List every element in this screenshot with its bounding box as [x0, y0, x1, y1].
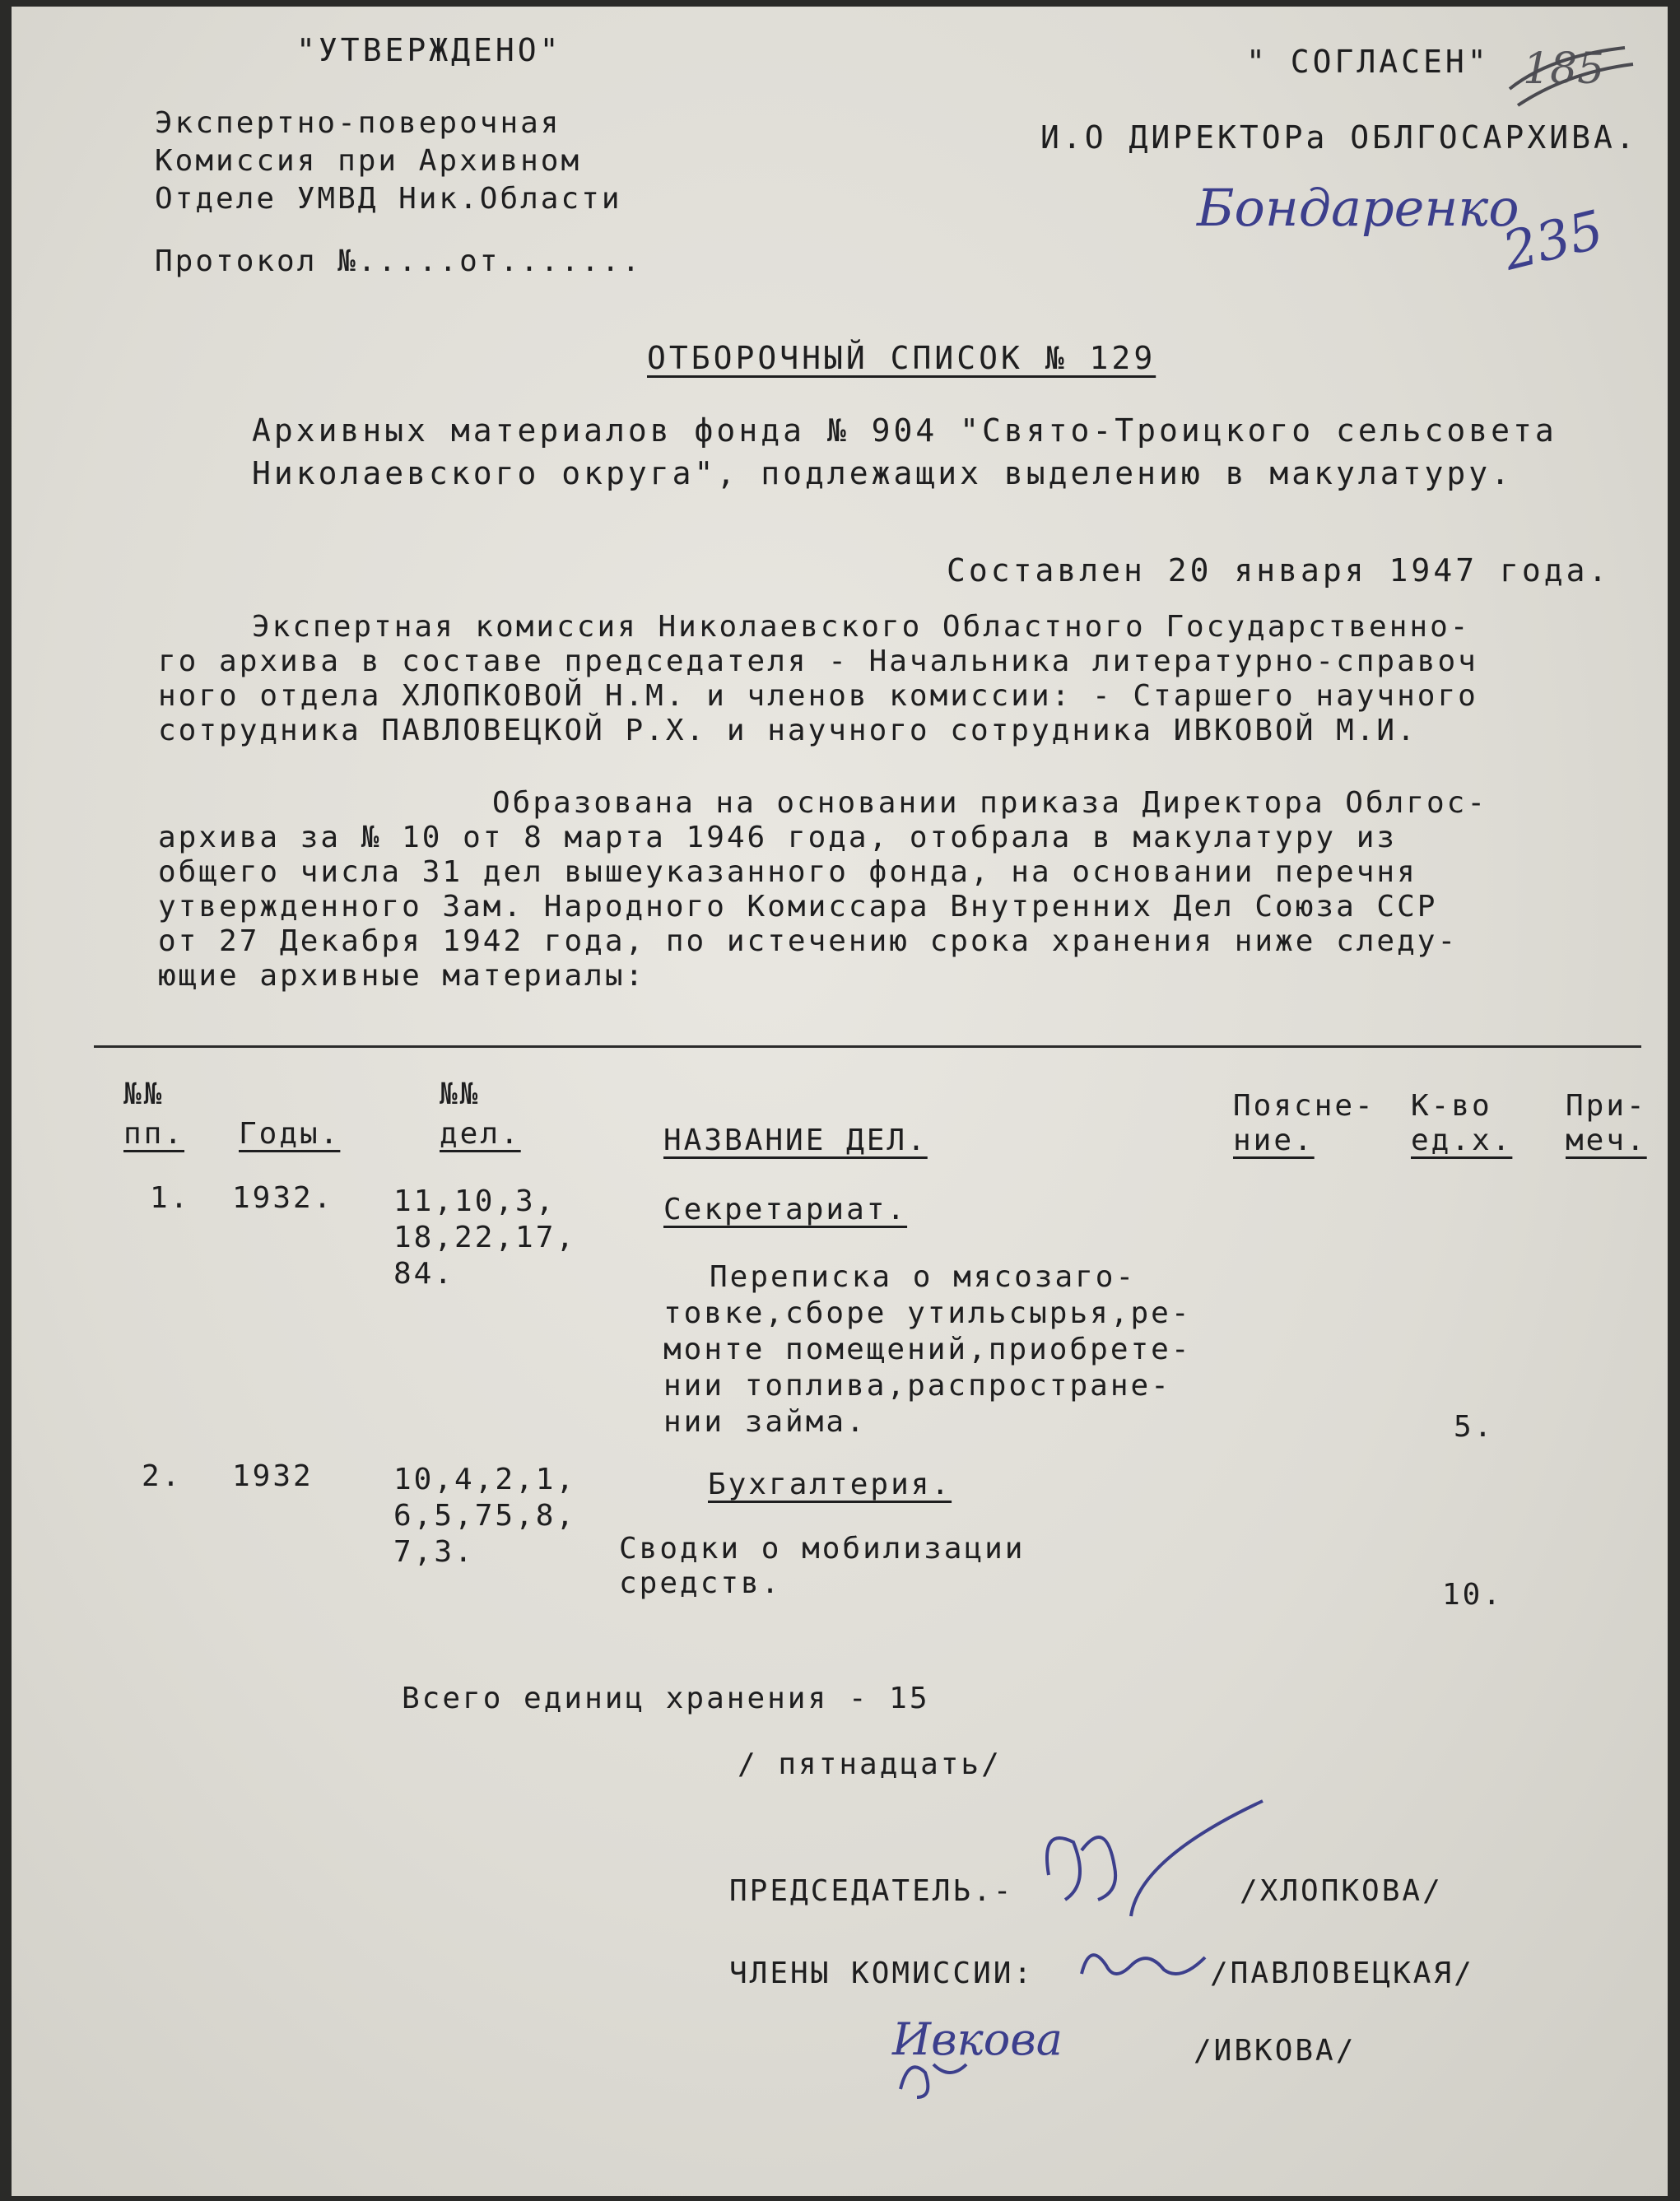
row2-cases-2: 6,5,75,8,	[393, 1499, 577, 1533]
row2-cases-1: 10,4,2,1,	[393, 1463, 577, 1496]
director-signature: Бондаренко	[1197, 178, 1519, 238]
document-page	[12, 7, 1668, 2196]
paragraph2-line-6: ющие архивные материалы:	[158, 959, 646, 993]
document-title: ОТБОРОЧНЫЙ СПИСОК № 129	[647, 340, 1156, 376]
paragraph2-line-5: от 27 Декабря 1942 года, по истечению срока хранения ниже следу-	[158, 924, 1459, 958]
chairman-signature	[1016, 1793, 1296, 1933]
row2-count: 10.	[1442, 1578, 1504, 1612]
subtitle-line-1: Архивных материалов фонда № 904 "Свято-Троицкого сельсовета	[252, 412, 1557, 449]
subtitle-line-2: Николаевского округа", подлежащих выделению в макулатуру.	[252, 455, 1514, 491]
approved-stamp: "УТВЕРЖДЕНО"	[296, 32, 562, 68]
row2-year: 1932	[232, 1459, 314, 1493]
paragraph2-line-1: Образована на основании приказа Директора Облгос-	[492, 786, 1488, 820]
member2-flourish	[884, 2040, 983, 2106]
member1-signature	[1073, 1933, 1222, 1999]
chairman-name: /ХЛОПКОВА/	[1240, 1874, 1443, 1908]
member2-signature: Ивкова	[892, 2013, 1063, 2065]
row1-desc-3: монте помещений,приобрете-	[663, 1333, 1192, 1366]
row1-desc-4: нии топлива,распростране-	[663, 1369, 1171, 1403]
paragraph1-line-4: сотрудника ПАВЛОВЕЦКОЙ Р.Х. и научного сотрудника ИВКОВОЙ М.И.	[158, 714, 1417, 747]
header-cases-2: дел.	[440, 1117, 521, 1151]
header-remark-2: меч.	[1566, 1124, 1647, 1157]
chairman-label: ПРЕДСЕДАТЕЛЬ.-	[729, 1874, 1014, 1908]
header-count-1: К-во	[1411, 1089, 1492, 1123]
header-years: Годы.	[239, 1117, 341, 1151]
row1-desc-5: нии займа.	[663, 1405, 867, 1439]
header-note-2: ние.	[1233, 1124, 1315, 1157]
member1-name: /ПАВЛОВЕЦКАЯ/	[1210, 1957, 1474, 1990]
agreed-stamp: " СОГЛАСЕН"	[1246, 44, 1490, 80]
row2-cases-3: 7,3.	[393, 1535, 475, 1569]
paragraph1-line-2: го архива в составе председателя - Начальника литературно-справоч	[158, 644, 1478, 678]
header-name: НАЗВАНИЕ ДЕЛ.	[663, 1124, 928, 1157]
corner-mark: 185	[1523, 44, 1605, 94]
header-note-1: Поясне-	[1233, 1089, 1375, 1123]
page-number: 235	[1496, 199, 1610, 283]
row2-section: Бухгалтерия.	[708, 1468, 952, 1501]
row1-count: 5.	[1454, 1410, 1495, 1444]
member2-name: /ИВКОВА/	[1194, 2034, 1357, 2068]
paragraph1-line-1: Экспертная комиссия Николаевского Областного Государственно-	[252, 610, 1471, 644]
row1-cases-2: 18,22,17,	[393, 1221, 577, 1254]
header-cases-1: №№	[440, 1077, 481, 1111]
row1-num: 1.	[150, 1181, 191, 1215]
paragraph2-line-3: общего числа 31 дел вышеуказанного фонда, на основании перечня	[158, 855, 1417, 889]
header-count-2: ед.х.	[1411, 1124, 1513, 1157]
row1-year: 1932.	[232, 1181, 334, 1215]
row2-desc-1: Сводки о мобилизации	[619, 1532, 1026, 1566]
paragraph1-line-3: ного отдела ХЛОПКОВОЙ Н.М. и членов комиссии: - Старшего научного	[158, 679, 1478, 713]
compiled-date: Составлен 20 января 1947 года.	[947, 552, 1611, 589]
table-top-rule	[94, 1045, 1641, 1048]
row2-num: 2.	[142, 1459, 183, 1493]
row1-cases-3: 84.	[393, 1257, 455, 1291]
corner-cross-mark	[1501, 40, 1641, 114]
approved-body-line-3: Отделе УМВД Ник.Области	[155, 182, 622, 216]
row2-desc-2: средств.	[619, 1566, 782, 1600]
approved-body-line-1: Экспертно-поверочная	[155, 106, 561, 140]
row1-desc-1: Переписка о мясозаго-	[710, 1260, 1137, 1294]
members-label: ЧЛЕНЫ КОМИССИИ:	[729, 1957, 1035, 1990]
agreed-by: И.О ДИРЕКТОРа ОБЛГОСАРХИВА.	[1040, 119, 1638, 156]
protocol-line: Протокол №.....от.......	[155, 244, 643, 278]
row1-section: Секретариат.	[663, 1193, 908, 1226]
row1-desc-2: товке,сборе утильсырья,ре-	[663, 1296, 1192, 1330]
row1-cases-1: 11,10,3,	[393, 1184, 556, 1218]
paragraph2-line-4: утвержденного Зам. Народного Комиссара Внутренних Дел Союза ССР	[158, 890, 1438, 924]
total-line: Всего единиц хранения - 15	[402, 1682, 930, 1715]
header-num-1: №№	[123, 1077, 165, 1111]
approved-body-line-2: Комиссия при Архивном	[155, 144, 582, 178]
total-words: / пятнадцать/	[738, 1747, 1002, 1781]
header-remark-1: При-	[1566, 1089, 1647, 1123]
paragraph2-line-2: архива за № 10 от 8 марта 1946 года, отобрала в макулатуру из	[158, 821, 1398, 854]
header-num-2: пп.	[123, 1117, 185, 1151]
